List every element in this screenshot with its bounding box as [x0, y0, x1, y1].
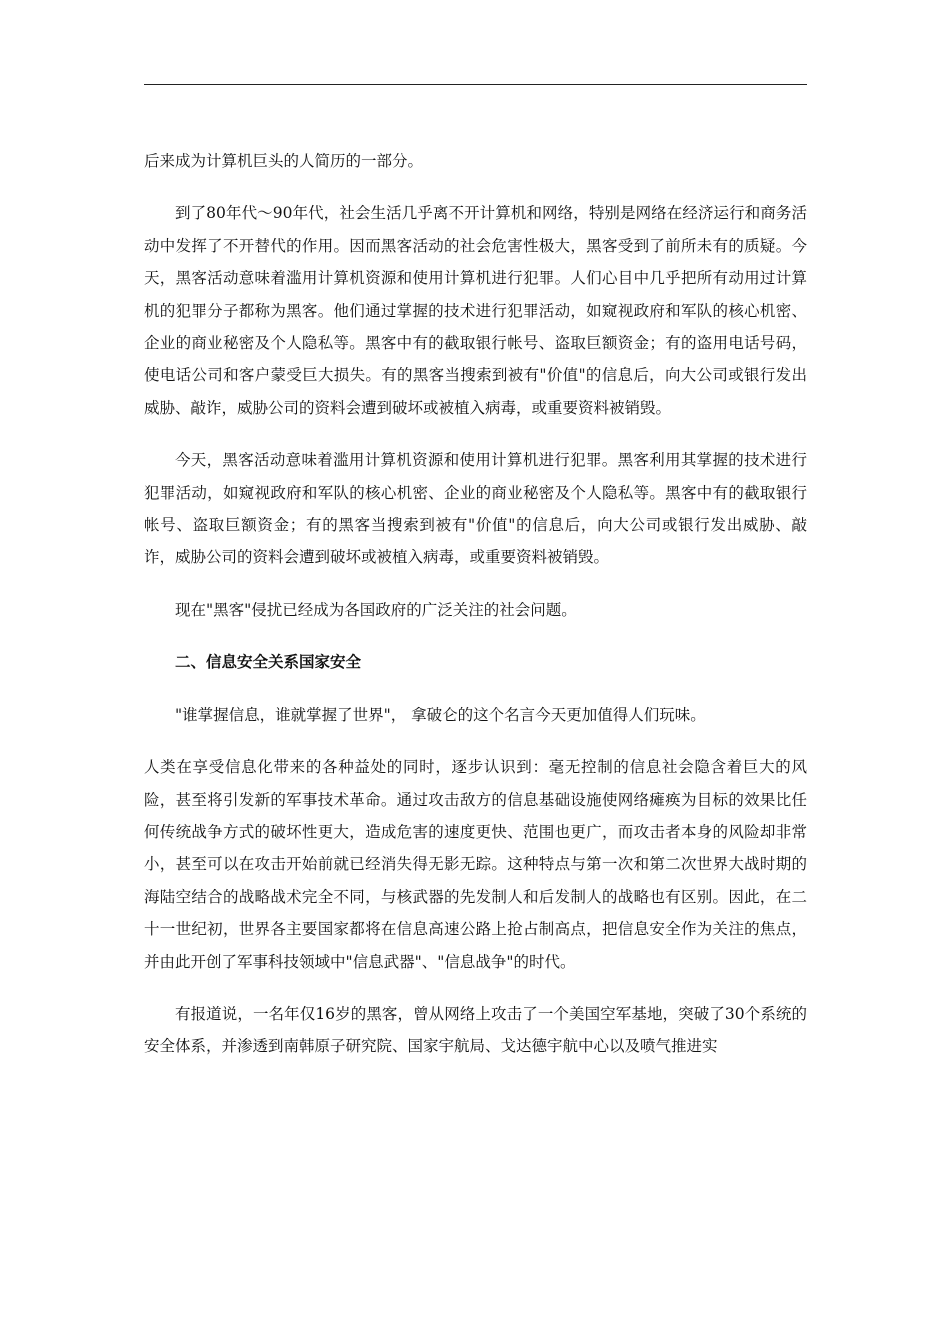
header-rule [144, 84, 807, 85]
document-body [144, 145, 807, 1063]
paragraph-napoleon-quote: "谁掌握信息，谁就掌握了世界"， 拿破仑的这个名言今天更加值得人们玩味。 [175, 705, 706, 724]
paragraph-information-risk: 人类在享受信息化带来的各种益处的同时，逐步认识到：毫无控制的信息社会隐含着巨大的风险，甚至将引发新的军事技术革命。通过攻击敌方的信息基础设施使网络瘫痪为目标的效果比任何传统战争方式的破坏性更大，造成危害的速度更快、范围也更广，而攻击者本身的风险却非常小，甚至可以在攻击开始前就已经消失得无影无踪。这种特点与第一次和第二次世界大战时期的海陆空结合的战略战术完全不同，与核武器的先发制人和后发制人的战略也有区别。因此，在二十一世纪初，世界各主要国家都将在信息高速公路上抢占制高点，把信息安全作为关注的焦点，并由此开创了军事科技领域中"信息武器"、"信息战争"的时代。 [144, 758, 807, 971]
paragraph-teen-hacker: 有报道说，一名年仅16岁的黑客，曾从网络上攻击了一个美国空军基地，突破了30个系统的安全体系，并渗透到南韩原子研究院、国家宇航局、戈达德宇航中心以及喷气推进实 [144, 1004, 807, 1056]
paragraph-social-issue: 现在"黑客"侵扰已经成为各国政府的广泛关注的社会问题。 [175, 600, 577, 619]
paragraph-hacker-crime: 今天，黑客活动意味着滥用计算机资源和使用计算机进行犯罪。黑客利用其掌握的技术进行犯罪活动，如窥视政府和军队的核心机密、企业的商业秘密及个人隐私等。黑客中有的截取银行帐号、盗取巨额资金；有的黑客当搜索到被有"价值"的信息后，向大公司或银行发出威胁、敲诈，威胁公司的资料会遭到破坏或被植入病毒，或重要资料被销毁。 [144, 451, 807, 567]
section-heading: 二、信息安全关系国家安全 [175, 653, 362, 672]
paragraph-hacker-history: 到了80年代～90年代，社会生活几乎离不开计算机和网络，特别是网络在经济运行和商务活动中发挥了不开替代的作用。因而黑客活动的社会危害性极大，黑客受到了前所未有的质疑。今天，黑客活动意味着滥用计算机资源和使用计算机进行犯罪。人们心目中几乎把所有动用过计算机的犯罪分子都称为黑客。他们通过掌握的技术进行犯罪活动，如窥视政府和军队的核心机密、企业的商业秘密及个人隐私等。黑客中有的截取银行帐号、盗取巨额资金；有的盗用电话号码，使电话公司和客户蒙受巨大损失。有的黑客当搜索到被有"价值"的信息后，向大公司或银行发出威胁、敲诈，威胁公司的资料会遭到破坏或被植入病毒，或重要资料被销毁。 [144, 204, 807, 417]
paragraph-continuation: 后来成为计算机巨头的人简历的一部分。 [144, 152, 424, 170]
